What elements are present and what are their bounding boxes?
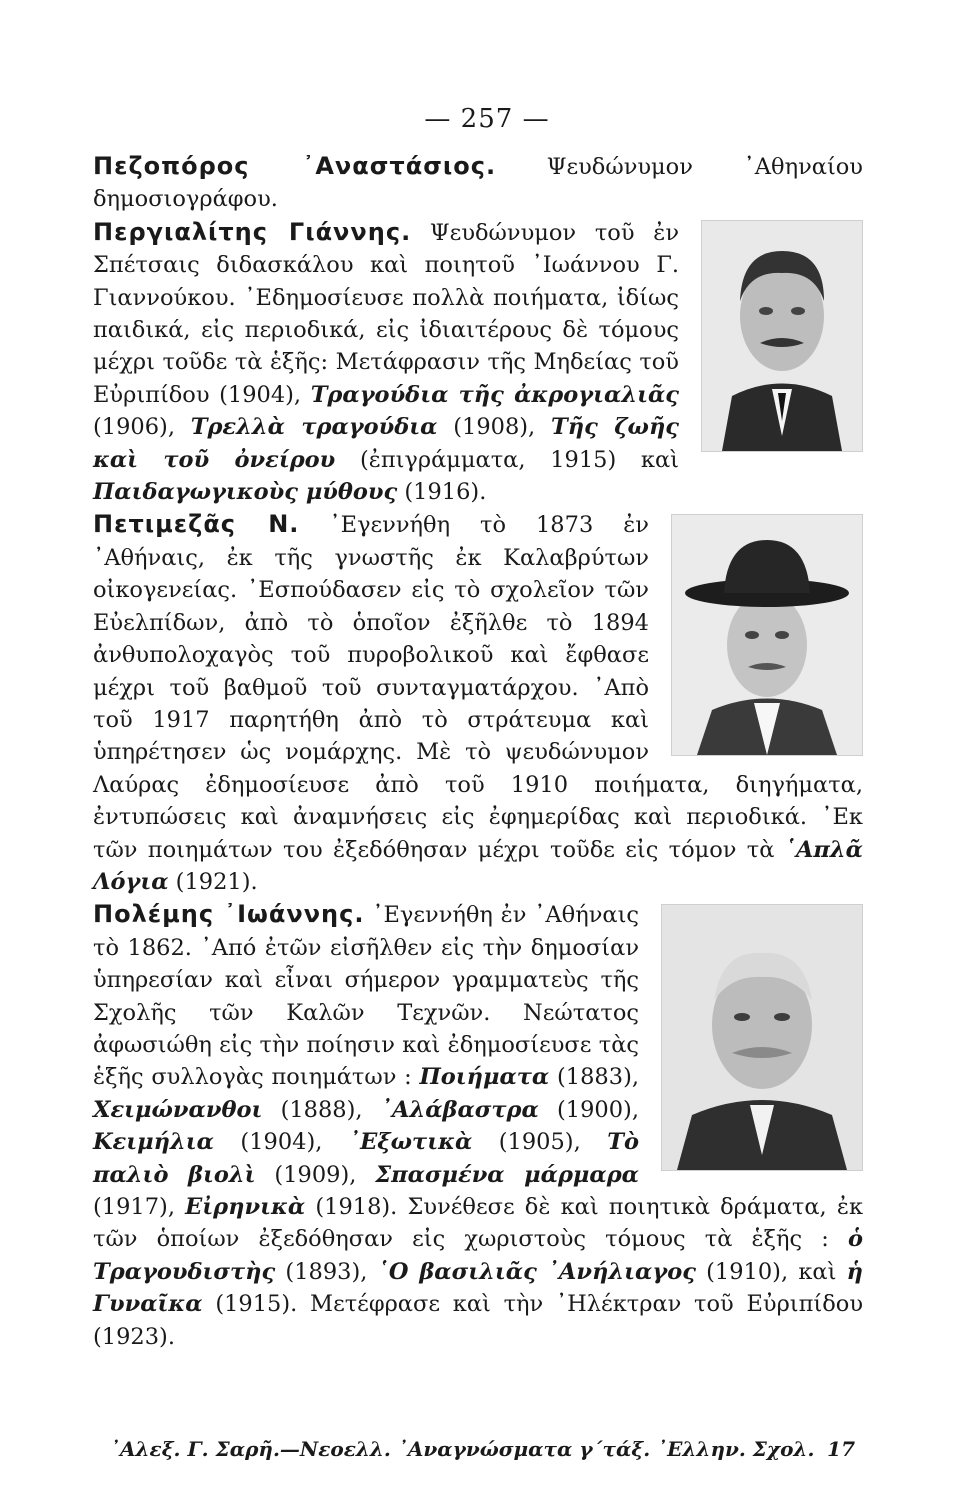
entry-text: (1916). xyxy=(397,479,487,506)
page-number: — 257 — xyxy=(424,104,550,134)
book-title: Ποιήματα xyxy=(419,1064,550,1091)
book-title: Τὸ παλιὸ βιολὶ xyxy=(93,1129,639,1188)
book-title: ᾿Αλάβαστρα xyxy=(380,1096,539,1123)
entry-text: ᾿Εγεννήθη τὸ 1873 ἐν ᾿Αθήναις, ἐκ τῆς γνωστῆς ἐκ Καλαβρύτων οἰκογενείας. ᾿Εσπούδασεν εἰς τὸ σχολεῖον τῶν Εὐελπίδων, ἀπὸ τὸ ὁποῖον ἐξῆλθε τὸ 1894 ἀνθυπολοχαγὸς τοῦ πυροβολικοῦ καὶ ἔφθασε μέχρι τοῦ βαθμοῦ τοῦ συνταγματάρχου. ᾿Απὸ τοῦ 1917 παρητήθη ἀπὸ τὸ στράτευμα καὶ ὑπηρέτησεν ὡς νομάρχης. Μὲ τὸ ψευδώνυμον Λαύρας ἐδημοσίευσε ἀπὸ τοῦ 1910 ποιήματα, διηγήματα, ἐντυπώσεις καὶ ἀναμνήσεις εἰς ἐφημερίδας καὶ περιοδικά. ᾿Εκ τῶν ποιημάτων του ἐξεδόθησαν μέχρι τοῦδε εἰς τόμον τὰ xyxy=(93,512,863,863)
footer-source: ᾿Αλεξ. Γ. Σαρῆ.—Νεοελλ. ᾿Αναγνώσματα γ´τάξ. ᾿Ελλην. Σχολ. xyxy=(110,1437,815,1461)
entry-text: Ψευδώνυμον ᾿Αθηναίου δημοσιογράφου. xyxy=(93,154,863,213)
book-title: ῾Ο βασιλιᾶς ᾿Ανήλιαγος xyxy=(377,1258,696,1285)
entry-text: (1893), xyxy=(275,1258,378,1285)
entry-text: (1888), xyxy=(262,1096,381,1123)
entry-text: (1905), xyxy=(472,1129,608,1156)
entry-headword: Πολέμης ᾿Ιωάννης. xyxy=(93,900,365,929)
entry-text: (1921). xyxy=(168,868,258,895)
text-column xyxy=(93,150,863,1353)
book-title: Κειμήλια xyxy=(93,1129,214,1156)
entry-text: Ψευδώνυμον τοῦ ἐν Σπέτσαις διδασκάλου καὶ ποιητοῦ ᾿Ιωάννου Γ. Γιαννούκου. ᾿Εδημοσίευσε πολλὰ ποιήματα, ἰδίως παιδικά, εἰς περιοδικά, εἰς ἰδιαιτέρους δὲ τόμους μέχρι τοῦδε τὰ ἑξῆς: Μετάφρασιν τῆς Μηδείας τοῦ Εὐριπίδου (1904), xyxy=(93,219,679,408)
book-title: ᾿Εξωτικὰ xyxy=(348,1129,473,1156)
entry-text: (1915). Μετέφρασε καὶ τὴν ᾿Ηλέκτραν τοῦ Εὐριπίδου (1923). xyxy=(93,1291,863,1350)
entry-headword: Περγιαλίτης Γιάννης. xyxy=(93,217,412,246)
entry-text: (1910), καὶ xyxy=(695,1258,847,1285)
book-title: Εἰρηνικὰ xyxy=(185,1194,306,1220)
book-title: Χειμώνανθοι xyxy=(93,1096,263,1123)
book-title: Τῆς ζωῆς καὶ τοῦ ὀνείρου xyxy=(93,414,680,473)
entry-polemis xyxy=(93,898,863,1353)
entry-text: (1904), xyxy=(213,1129,349,1156)
entry-headword: Πεζοπόρος ᾿Αναστάσιος. xyxy=(93,152,497,180)
book-title: Σπασμένα μάρμαρα xyxy=(375,1161,639,1188)
entry-text: (1908), xyxy=(437,414,551,441)
entry-text: (1906), xyxy=(93,414,191,441)
book-title: Τρελλὰ τραγούδια xyxy=(190,414,438,441)
entry-pezoporos xyxy=(93,150,863,216)
portrait-icon xyxy=(702,221,862,451)
portrait-photo-petimezas xyxy=(671,514,863,756)
entry-text: (1900), xyxy=(538,1096,639,1123)
entry-pergialitis xyxy=(93,216,863,509)
entry-text: ᾿Εγεννήθη ἐν ᾿Αθήναις τὸ 1862. ᾿Από ἐτῶν εἰσῆλθεν εἰς τὴν δημοσίαν ὑπηρεσίαν καὶ εἶναι σήμερον γραμματεὺς τῆς Σχολῆς τῶν Καλῶν Τεχνῶν. Νεώτατος ἀφωσιώθη εἰς τὴν ποίησιν καὶ ἐδημοσίευσε τὰς ἑξῆς συλλογὰς ποιημάτων : xyxy=(93,902,639,1091)
entry-petimezas xyxy=(93,508,863,898)
entry-text: (1917), xyxy=(93,1194,186,1220)
footer-signature-number: 17 xyxy=(827,1437,855,1461)
entry-text: (1883), xyxy=(549,1064,639,1091)
entry-headword: Πετιμεζᾶς Ν. xyxy=(93,510,300,539)
entry-text: (1909), xyxy=(255,1161,376,1188)
book-title: ῾Απλᾶ Λόγια xyxy=(93,836,863,895)
entry-text: (1918). Συνέθεσε δὲ καὶ ποιητικὰ δράματα, ἐκ τῶν ὁποίων ἐξεδόθησαν εἰς χωριστοὺς τόμους τὰ ἑξῆς : xyxy=(93,1194,864,1253)
page-footer xyxy=(110,1437,855,1461)
portrait-photo-pergialitis xyxy=(701,220,863,452)
portrait-with-hat-icon xyxy=(672,515,862,755)
book-title: ἡ Γυναῖκα xyxy=(93,1258,863,1318)
portrait-photo-polemis xyxy=(661,904,863,1171)
book-title: ὁ Τραγουδιστὴς xyxy=(93,1226,863,1285)
portrait-icon xyxy=(662,905,862,1170)
book-title: Τραγούδια τῆς ἀκρογιαλιᾶς xyxy=(310,381,680,408)
book-title: Παιδαγωγικοὺς μύθους xyxy=(93,479,398,506)
entry-text: (ἐπιγράμματα, 1915) καὶ xyxy=(335,446,679,473)
